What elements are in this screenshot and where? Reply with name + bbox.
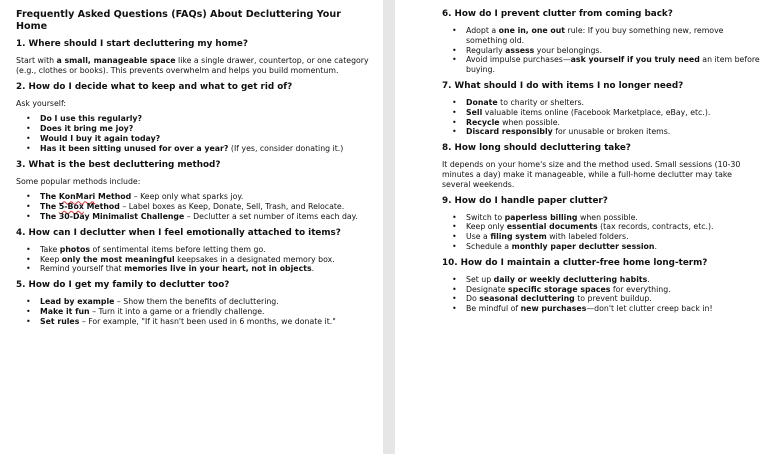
text-segment: Use a (466, 232, 491, 242)
faq-question-heading: 3. What is the best decluttering method? (16, 159, 221, 170)
list-item (466, 98, 762, 108)
document-page-left (0, 0, 383, 454)
list-item (466, 46, 762, 56)
faq-question-heading: 1. Where should I start decluttering my home? (16, 39, 248, 49)
text-segment: Set up (466, 274, 494, 284)
faq-answer-list (16, 297, 369, 326)
text-segment: of sentimental items before letting them go. (89, 244, 266, 254)
faq-answer-list (16, 192, 369, 221)
list-item (466, 275, 762, 285)
bold-text: Method (95, 192, 132, 202)
list-item (40, 144, 369, 154)
text-segment: for unusable or broken items. (552, 127, 671, 137)
text-segment: like a single drawer, countertop, or one category (e.g., clothes or books). This prevents overwhelm and helps you build momentum. (16, 56, 369, 75)
bold-text: Does it bring me joy? (40, 124, 134, 134)
faq-question-heading: 4. How can I declutter when I feel emotionally attached to items? (16, 227, 341, 238)
bold-text: daily or weekly decluttering habits (493, 274, 648, 284)
faq-question-heading: 5. How do I get my family to declutter too? (16, 280, 230, 291)
list-item (466, 55, 762, 75)
bold-text: specific storage spaces (508, 284, 611, 294)
text-segment: keepsakes in a designated memory box. (174, 254, 335, 264)
text-segment: – Keep only what sparks joy. (131, 192, 244, 202)
document-title: Frequently Asked Questions (FAQs) About Decluttering Your Home (16, 9, 341, 32)
bold-text: Discard responsibly (466, 127, 553, 137)
text-segment: Switch to (466, 212, 505, 222)
list-item (466, 294, 762, 304)
document-page-right (395, 0, 768, 454)
text-segment: Take (40, 244, 60, 254)
list-item (40, 192, 369, 202)
list-item (466, 108, 762, 118)
bold-text: new purchases (520, 304, 587, 314)
bold-text: Would I buy it again today? (40, 133, 161, 143)
right-sections (442, 9, 762, 314)
text-segment: Remind yourself that (40, 264, 125, 274)
list-item (40, 114, 369, 124)
text-segment: – Declutter a set number of items each day. (184, 211, 358, 221)
bold-text: 5-Box (58, 202, 84, 212)
bold-text: a small, manageable space (56, 56, 176, 65)
faq-answer-paragraph (442, 160, 762, 189)
text-segment: valuable items online (Facebook Marketplace, eBay, etc.). (482, 107, 711, 117)
text-segment: . (311, 264, 315, 274)
text-segment: – For example, "If it hasn't been used in 6 months, we donate it." (79, 316, 336, 326)
bold-text: paperless billing (504, 212, 578, 222)
text-segment: when possible. (499, 117, 561, 127)
text-segment: Be mindful of (466, 304, 521, 314)
text-segment: It depends on your home's size and the method used. Small sessions (10-30 minutes a day) make it manageable, while a full-home declutter may take several weekends. (442, 160, 741, 189)
list-item (40, 202, 369, 212)
list-item (40, 307, 369, 317)
text-segment: Regularly (466, 45, 506, 55)
text-segment: Keep only (466, 222, 507, 232)
bold-text: The 30-Day Minimalist Challenge (40, 211, 185, 221)
bold-text: seasonal decluttering (479, 294, 575, 304)
text-segment: . (654, 241, 657, 251)
list-item (466, 127, 762, 137)
bold-text: photos (59, 244, 90, 254)
bold-text: monthly paper declutter session (511, 241, 655, 251)
faq-answer-list (442, 26, 762, 75)
bold-text: The (40, 202, 59, 212)
text-segment: – Show them the benefits of decluttering. (114, 297, 279, 307)
faq-answer-list (442, 275, 762, 314)
list-item (466, 213, 762, 223)
bold-text: Recycle (466, 117, 500, 127)
bold-text: assess (505, 45, 535, 55)
list-item (466, 304, 762, 314)
bold-text: one in, one out (498, 26, 566, 35)
list-item (40, 212, 369, 222)
faq-answer-list (16, 114, 369, 153)
text-segment: Adopt a (466, 26, 499, 35)
faq-question-heading: 10. How do I maintain a clutter-free home long-term? (442, 257, 708, 268)
faq-answer-list (16, 245, 369, 274)
text-segment: —don't let clutter creep back in! (586, 304, 713, 314)
list-item (466, 26, 762, 46)
text-segment: an item before buying. (466, 55, 760, 75)
list-item (40, 245, 369, 255)
list-item (466, 285, 762, 295)
text-segment: to prevent buildup. (574, 294, 652, 304)
faq-answer-paragraph (16, 99, 369, 109)
bold-text: Donate (466, 97, 498, 107)
faq-question-heading: 7. What should I do with items I no longer need? (442, 80, 684, 91)
list-item (466, 118, 762, 128)
list-item (40, 134, 369, 144)
list-item (466, 232, 762, 242)
list-item (40, 264, 369, 274)
list-item (40, 297, 369, 307)
bold-text: essential documents (506, 222, 598, 232)
text-segment: (tax records, contracts, etc.). (597, 222, 714, 232)
faq-answer-paragraph (16, 56, 369, 76)
bold-text: Method (83, 202, 120, 212)
faq-answer-list (442, 213, 762, 252)
faq-answer-list (442, 98, 762, 137)
text-segment: rule: If you buy something new, remove something old. (466, 26, 724, 45)
faq-question-heading: 8. How long should decluttering take? (442, 143, 631, 154)
text-segment: your belongings. (534, 45, 602, 55)
bold-text: Has it been sitting unused for over a year? (40, 143, 229, 153)
left-sections (16, 39, 369, 327)
list-item (466, 242, 762, 252)
bold-text: KonMari (58, 192, 96, 202)
text-segment: Keep (40, 254, 62, 264)
text-segment: Do (466, 294, 480, 304)
bold-text: Do I use this regularly? (40, 114, 142, 124)
faq-question-heading: 2. How do I decide what to keep and what to get rid of? (16, 81, 293, 92)
bold-text: memories live in your heart, not in objects (124, 264, 312, 274)
text-segment: Start with (16, 56, 57, 65)
text-segment: Designate (466, 284, 509, 294)
text-segment: Ask yourself: (16, 98, 67, 108)
text-segment: Some popular methods include: (16, 176, 141, 186)
text-segment: (If yes, consider donating it.) (228, 143, 344, 153)
faq-answer-paragraph (16, 177, 369, 187)
list-item (40, 124, 369, 134)
text-segment: Schedule a (466, 241, 512, 251)
faq-question-heading: 6. How do I prevent clutter from coming back? (442, 9, 673, 19)
bold-text: only the most meaningful (61, 254, 175, 264)
bold-text: Make it fun (40, 306, 90, 316)
bold-text: filing system (490, 232, 547, 242)
text-segment: to charity or shelters. (497, 97, 584, 107)
text-segment: . (647, 274, 650, 284)
bold-text: The (40, 192, 59, 202)
list-item (40, 255, 369, 265)
bold-text: Sell (466, 107, 483, 117)
bold-text: ask yourself if you truly need (570, 55, 700, 65)
text-segment: for everything. (610, 284, 671, 294)
text-segment: Avoid impulse purchases— (466, 55, 571, 65)
text-segment: – Label boxes as Keep, Donate, Sell, Trash, and Relocate. (119, 202, 345, 212)
bold-text: Set rules (40, 316, 80, 326)
text-segment: – Turn it into a game or a friendly challenge. (89, 306, 265, 316)
text-segment: when possible. (577, 212, 638, 222)
faq-question-heading: 9. How do I handle paper clutter? (442, 195, 608, 206)
text-segment: with labeled folders. (546, 232, 629, 242)
list-item (40, 317, 369, 327)
bold-text: Lead by example (40, 297, 115, 307)
list-item (466, 222, 762, 232)
